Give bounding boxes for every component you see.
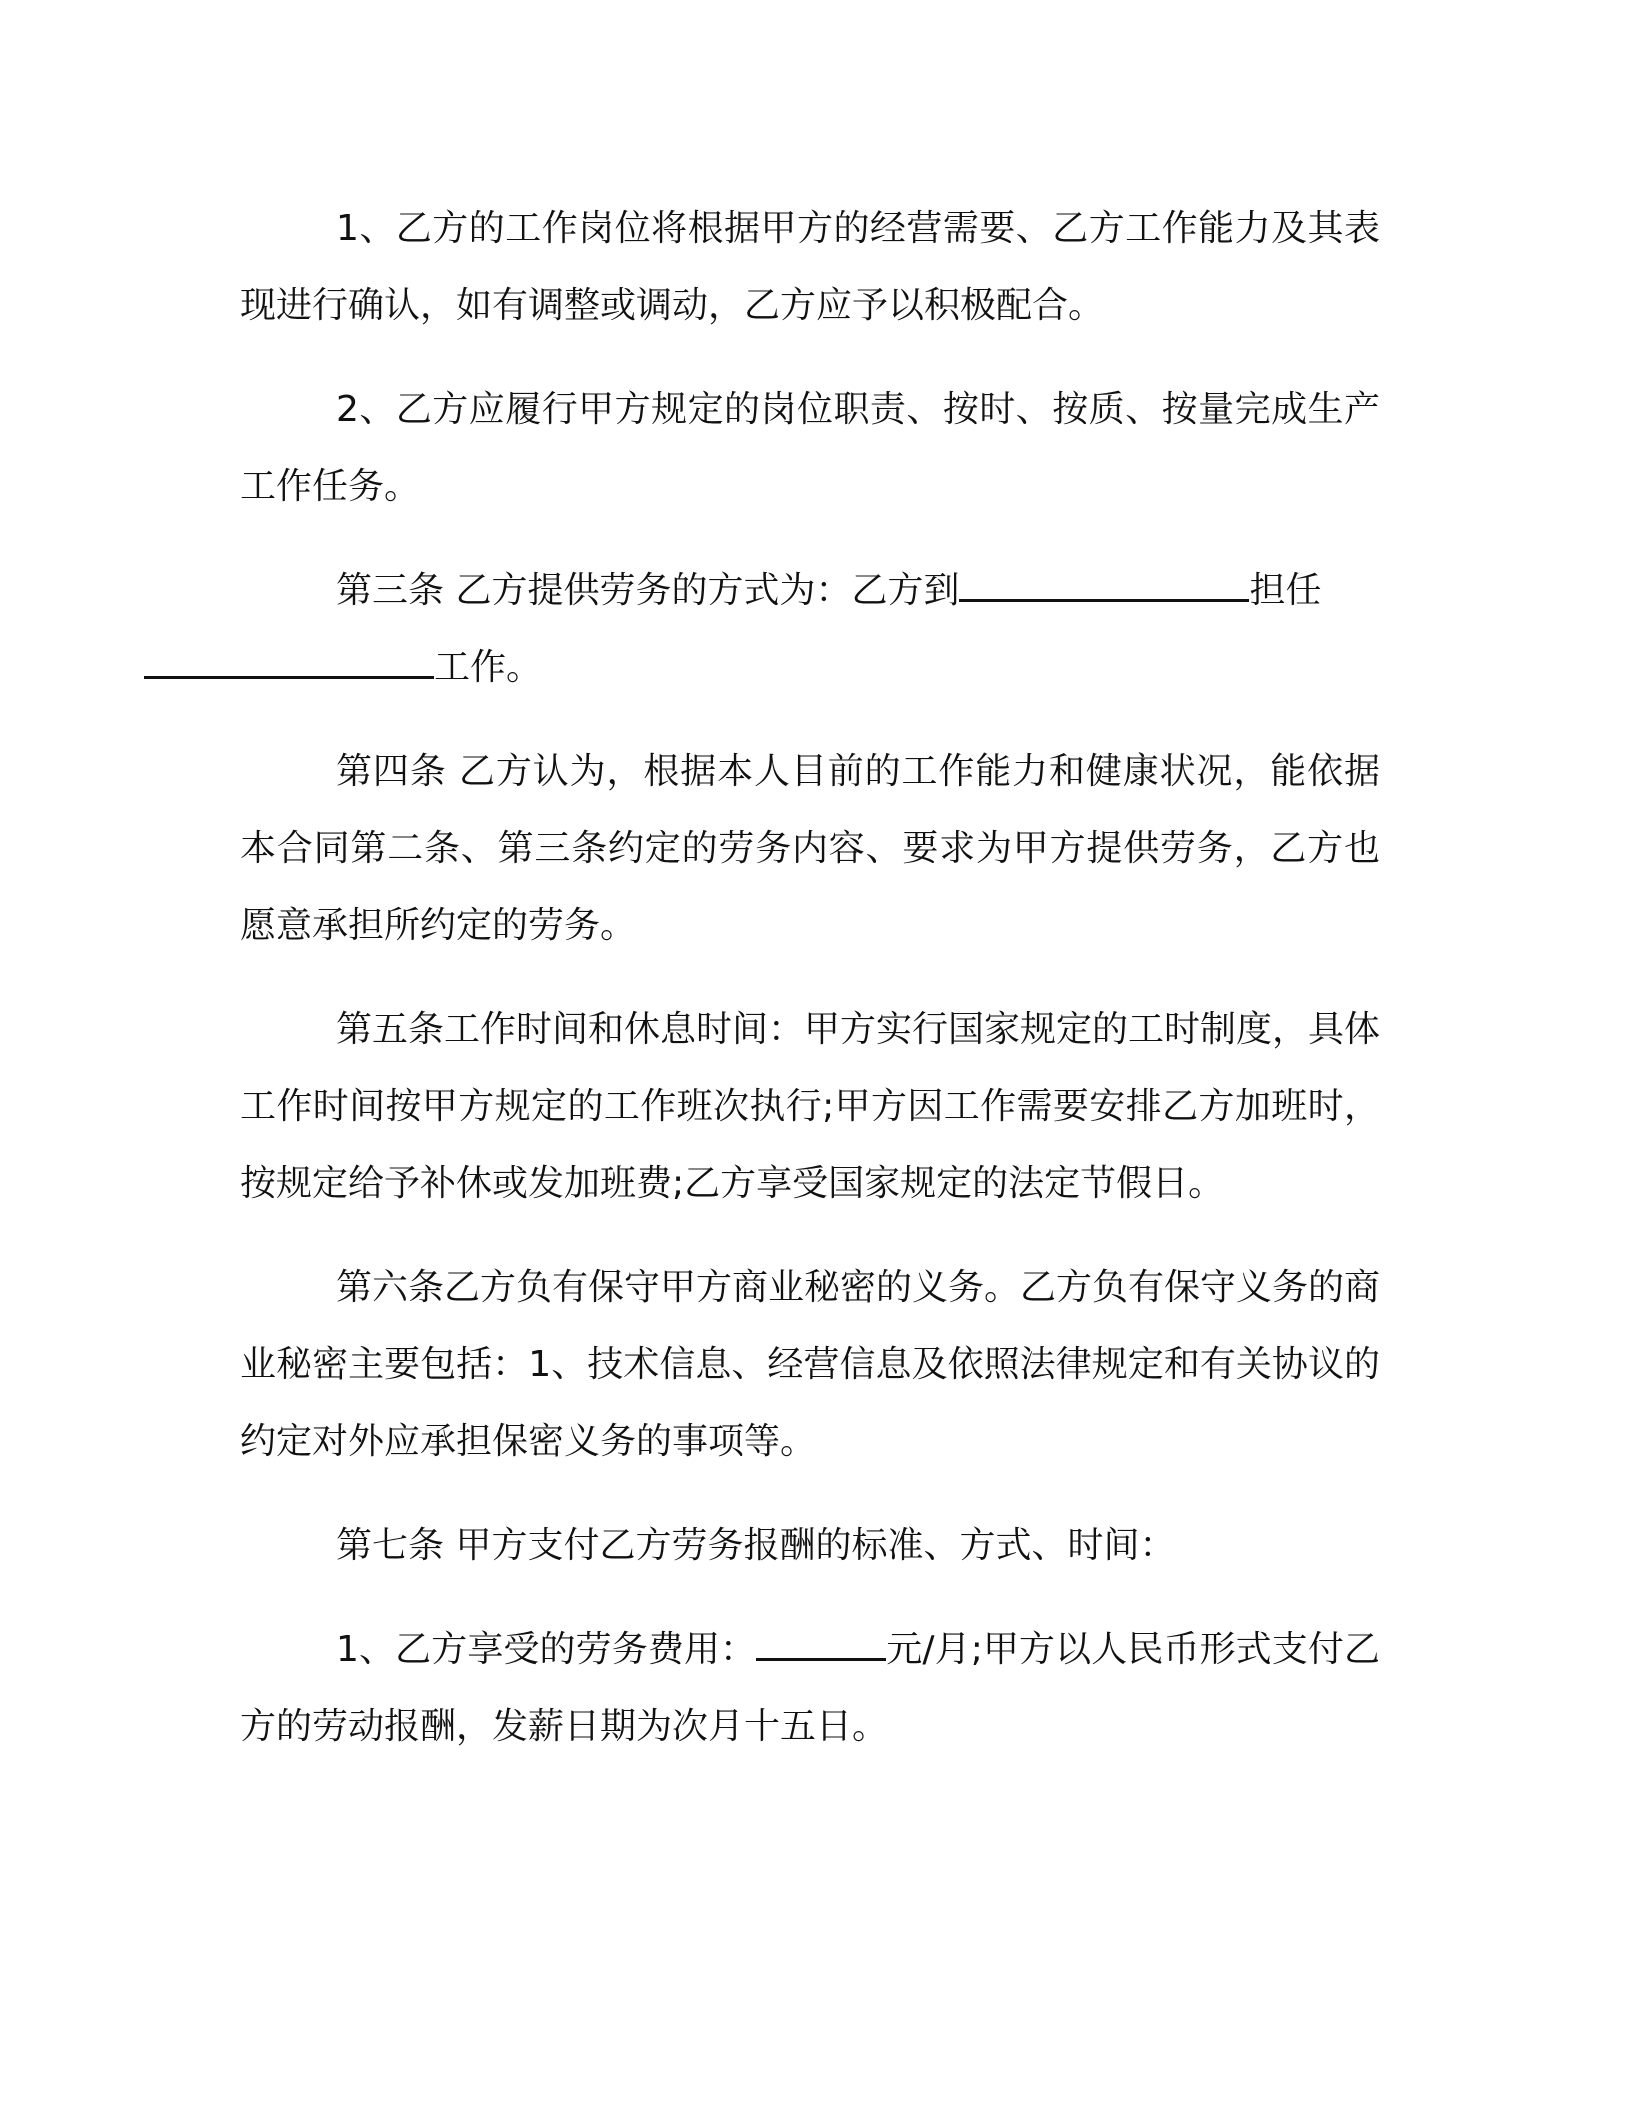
blank-fee-amount-field [756, 1628, 886, 1661]
paragraph-text: 第七条 甲方支付乙方劳务报酬的标准、方式、时间： [336, 1525, 1176, 1566]
paragraph-text: 1、乙方的工作岗位将根据甲方的经营需要、乙方工作能力及其表现进行确认，如有调整或调动，乙方应予以积极配合。 [240, 208, 1380, 326]
paragraph-text: 第六条乙方负有保守甲方商业秘密的义务。乙方负有保守义务的商业秘密主要包括：1、技术信息、经营信息及依照法律规定和有关协议的约定对外应承担保密义务的事项等。 [240, 1267, 1381, 1462]
article-6-confidentiality [240, 1249, 1380, 1480]
paragraph-text: 第四条 乙方认为，根据本人目前的工作能力和健康状况，能依据本合同第二条、第三条约定的劳务内容、要求为甲方提供劳务，乙方也愿意承担所约定的劳务。 [240, 751, 1380, 946]
blank-position-field [144, 646, 434, 679]
paragraph-text: 第五条工作时间和休息时间：甲方实行国家规定的工时制度，具体工作时间按甲方规定的工作班次执行;甲方因工作需要安排乙方加班时，按规定给予补休或发加班费;乙方享受国家规定的法定节假日。 [240, 1009, 1381, 1204]
blank-workplace-field [959, 569, 1249, 602]
paragraph-job-position [240, 190, 1380, 344]
paragraph-text: 2、乙方应履行甲方规定的岗位职责、按时、按质、按量完成生产工作任务。 [240, 389, 1380, 507]
article-3-service-method [240, 552, 1380, 706]
paragraph-text: 担任 [1249, 570, 1322, 611]
article-4-capability [240, 733, 1380, 964]
article-5-working-hours [240, 991, 1380, 1222]
contract-body [240, 190, 1380, 1792]
paragraph-service-fee [240, 1611, 1380, 1765]
paragraph-text: 工作。 [434, 647, 543, 688]
paragraph-text: 1、乙方享受的劳务费用： [336, 1629, 757, 1670]
article-7-remuneration [240, 1507, 1380, 1584]
paragraph-text: 第三条 乙方提供劳务的方式为：乙方到 [336, 570, 960, 611]
paragraph-text: 元/月;甲方以人民币形式支付乙方的劳动报酬，发薪日期为次月十五日。 [240, 1629, 1381, 1747]
paragraph-job-duties [240, 371, 1380, 525]
